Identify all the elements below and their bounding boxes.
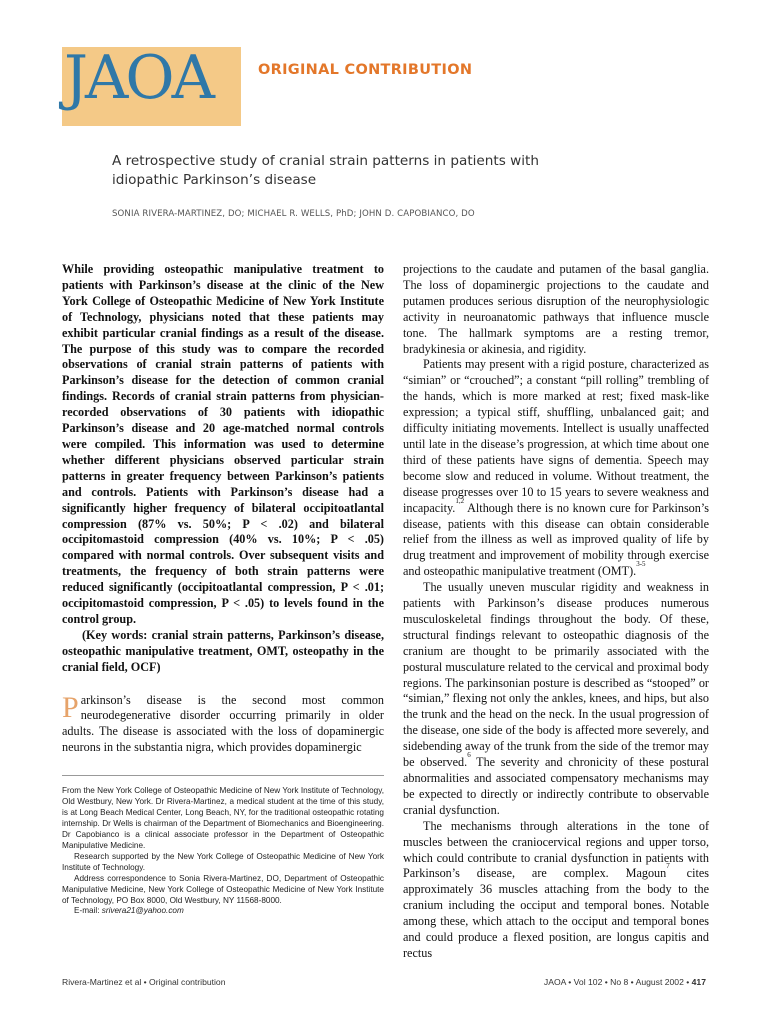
body-text: Although there is no known cure for Parkinson’s disease, patients with this disease can obtain considerable relief from the illness as well as improved quality of life by drug treatment and improvement of mobility through exercise and osteopathic manipulative treatment (OMT). bbox=[403, 500, 709, 579]
section-label: ORIGINAL CONTRIBUTION bbox=[258, 62, 473, 78]
keywords: (Key words: cranial strain patterns, Parkinson’s disease, osteopathic manipulative treatment, OMT, osteopathy in the cranial field, OCF) bbox=[62, 627, 384, 674]
article-title bbox=[112, 152, 572, 190]
correspondence-note: Address correspondence to Sonia Rivera-Martinez, DO, Department of Osteopathic Manipulative Medicine, New York College of Osteopathic Medicine of New York Institute of Technology, PO Box 8000, Old Westbury, NY 11568-8000. bbox=[62, 873, 384, 905]
body-text: The severity and chronicity of these postural abnormalities and associated compensatory mechanisms may be expected to directly or indirectly contribute to observable cranial dysfunction. bbox=[403, 755, 710, 817]
affiliation-note: From the New York College of Osteopathic Medicine of New York Institute of Technology, Old Westbury, New York. Dr Rivera-Martinez, a medical student at the time of this study, is at Long Beach Medical Center, Long Beach, NY, for the traditional osteopathic rotating internship. Dr Wells is chairman of the Department of Biomechanics and Bioengineering. Dr Capobianco is a clinical associate professor in the Department of Osteopathic Manipulative Medicine. bbox=[62, 786, 384, 850]
page-number: 417 bbox=[691, 977, 706, 987]
journal-logo: JAOA bbox=[64, 43, 212, 113]
support-note: Research supported by the New York College of Osteopathic Medicine of New York Institute of Technology. bbox=[62, 851, 384, 872]
email-address[interactable]: srivera21@yahoo.com bbox=[101, 906, 184, 916]
intro-paragraph bbox=[62, 690, 384, 757]
author-footnotes bbox=[62, 786, 384, 917]
right-column bbox=[403, 262, 709, 962]
footer-running-title: Rivera-Martinez et al • Original contribution bbox=[62, 977, 226, 987]
body-text: The mechanisms through alterations in the tone of muscles between the craniocervical regions and upper torso, which could contribute to cranial dysfunction in patients with Parkinson’s disease, are complex. Magoun bbox=[403, 818, 709, 881]
reference-superscript: 6 bbox=[467, 751, 471, 760]
body-paragraph-4 bbox=[403, 819, 709, 962]
drop-cap: P bbox=[62, 690, 79, 724]
body-text: cites approximately 36 muscles attaching from the body to the cranium including the occiput and temporal bones. Notable among these, which attach to the occiput and temporal bones and could produce a flexed position, are longus capitis and rectus bbox=[403, 866, 709, 960]
body-text: The usually uneven muscular rigidity and weakness in patients with Parkinson’s disease produces numerous musculoskeletal findings throughout the body. Of these, structural findings relevant to osteopathic diagnosis of the cranium are thought to be primarily associated with the postural musculature related to the cervical and proximal body regions. The parkinsonian posture is described as “stooped” or “simian,” flexing not only the ankles, knees, and hips, but also the trunk and the head on the neck. In the usual progression of the disease, one side of the body is affected more severely, and sidebending away of the trunk from the side of the tremor may be observed. bbox=[403, 580, 709, 770]
body-paragraph-2 bbox=[403, 357, 709, 580]
reference-superscript: 1,2 bbox=[455, 496, 465, 505]
reference-superscript: 7 bbox=[666, 862, 670, 871]
footnote-divider bbox=[62, 775, 384, 776]
intro-text: arkinson’s disease is the second most common neurodegenerative disorder occurring primarily in older adults. The disease is associated with the loss of dopaminergic neurons in the substantia nigra, which provides dopaminergic bbox=[62, 692, 384, 755]
body-paragraph-3 bbox=[403, 580, 709, 819]
article-authors: SONIA RIVERA-MARTINEZ, DO; MICHAEL R. WELLS, PhD; JOHN D. CAPOBIANCO, DO bbox=[112, 209, 475, 219]
email-note bbox=[62, 906, 384, 917]
body-paragraph-1: projections to the caudate and putamen of the basal ganglia. The loss of dopaminergic projections to the caudate and putamen produces serious disruption of the neurophysiologic activity in neuroanatomic pathways that influence muscle tone. The hallmark symptoms are a resting tremor, bradykinesia or akinesia, and rigidity. bbox=[403, 262, 709, 356]
footer-journal-info: JAOA • Vol 102 • No 8 • August 2002 • bbox=[543, 977, 690, 987]
article-title-line-2: idiopathic Parkinson’s disease bbox=[112, 172, 317, 188]
article-title-line-1: A retrospective study of cranial strain patterns in patients with bbox=[112, 153, 539, 169]
left-column bbox=[62, 262, 384, 756]
abstract: While providing osteopathic manipulative treatment to patients with Parkinson’s disease at the clinic of the New York College of Osteopathic Medicine of New York Institute of Technology, physicians noted that these patients may exhibit particular cranial findings as a result of the disease. The purpose of this study was to compare the recorded observations of cranial strain patterns of patients with Parkinson’s disease for the detection of common cranial findings. Records of cranial strain patterns from physician-recorded observations of 30 patients with idiopathic Parkinson’s disease and 20 age-matched normal controls were compiled. This information was used to determine whether different physicians observed particular strain patterns in greater frequency between Parkinson’s patients and controls. Patients with Parkinson’s disease had a significantly higher frequency of bilateral occipitoatlantal compression (87% vs. 50%; P < .02) and bilateral occipitomastoid compression (40% vs. 10%; P < .05) compared with normal controls. Over subsequent visits and treatments, the frequency of both strain patterns were reduced significantly (occipitoatlantal compression, P < .01; occipitomastoid compression, P < .05) to levels found in the control group. bbox=[62, 262, 384, 626]
footer-citation bbox=[544, 977, 706, 987]
body-text: Patients may present with a rigid posture, characterized as “simian” or “crouched”; a constant “pill rolling” trembling of the hands, which is more marked at rest; fixed mask-like expression; a typical stiff, shuffling, unbalanced gait; and difficulty initiating movements. Intellect is usually unaffected until late in the disease’s progression, at which time about one third of these patients have signs of dementia. Speech may become slow and reduced in volume. Without treatment, the disease progresses over 10 to 15 years to severe weakness and incapacity. bbox=[403, 357, 709, 515]
reference-superscript: 3-5 bbox=[636, 560, 646, 569]
email-label: E-mail: bbox=[74, 906, 102, 916]
